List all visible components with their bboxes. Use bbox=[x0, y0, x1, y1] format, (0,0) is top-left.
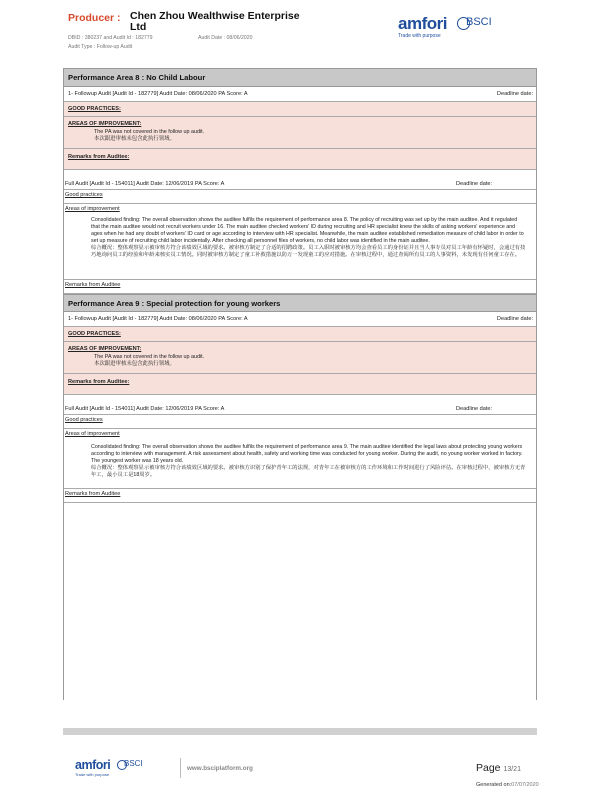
good-practices-plain-row bbox=[64, 415, 536, 429]
generated-on bbox=[476, 782, 539, 788]
areas-of-improvement-row bbox=[64, 342, 536, 374]
areas-heading: AREAS OF IMPROVEMENT: bbox=[68, 346, 142, 352]
good-practices-row bbox=[64, 327, 536, 342]
remarks-row bbox=[64, 149, 536, 170]
full-deadline-label: Deadline date: bbox=[456, 406, 493, 412]
footer-amfori-logo bbox=[75, 758, 175, 780]
spacer bbox=[64, 170, 536, 179]
finding-cn: 综合概况：整体观察显示被审核方符合该绩效区域的要求。被审核方制定了合适的招聘政策。员工入职时被审核方均会查看员工的身份证并且当人事专员对员工年龄有怀疑时，会通过有技巧地询问员工的经验和年龄来核实员工情况。同时被审核方制定了童工补救措施以防万一发现童工的应对措施。在审核过程中，通过查阅所有员工的人事资料，未发现有任何童工存在。 bbox=[91, 244, 526, 258]
page-label: Page bbox=[476, 762, 501, 774]
areas-plain-row bbox=[64, 204, 536, 280]
good-practices-heading: GOOD PRACTICES: bbox=[68, 331, 121, 337]
good-practices-plain: Good practices bbox=[65, 192, 103, 198]
remarks-plain-row bbox=[64, 489, 536, 503]
report-content bbox=[63, 68, 537, 700]
page-number bbox=[476, 762, 521, 774]
logo-tagline: Trade with purpose bbox=[75, 772, 110, 777]
good-practices-plain-row bbox=[64, 190, 536, 204]
performance-area-9 bbox=[64, 294, 536, 503]
remarks-heading: Remarks from Auditee: bbox=[68, 154, 130, 160]
amfori-bsci-logo bbox=[398, 14, 508, 40]
areas-plain-row bbox=[64, 429, 536, 489]
remarks-plain: Remarks from Auditee bbox=[65, 282, 121, 288]
spacer bbox=[64, 395, 536, 404]
generated-date: 07/07/2020 bbox=[511, 782, 539, 788]
areas-text-cn: 本次跟进审核未包含此执行领域。 bbox=[94, 136, 175, 142]
areas-text-en: The PA was not covered in the follow up audit. bbox=[94, 354, 205, 360]
deadline-label: Deadline date: bbox=[496, 91, 533, 97]
followup-audit-row bbox=[64, 87, 536, 102]
producer-name: Chen Zhou Wealthwise Enterprise Ltd bbox=[130, 10, 300, 33]
logo-wordmark: amfori bbox=[398, 14, 447, 33]
finding-en: Consolidated finding: The overall observation shows the auditee fulfils the requirement of performance area 9. The main auditee identified the legal laws about protecting young workers according to interview with management. A risk assessment about health, safety and working time was conducted for young worker. During the audit, no young worker worked in factory. The youngest worker was 18 years old. bbox=[91, 444, 523, 464]
full-audit-row bbox=[64, 179, 536, 190]
followup-audit-line: 1- Followup Audit [Audit Id - 182779] Audit Date: 08/06/2020 PA Score: A bbox=[68, 316, 248, 322]
logo-suffix: BSCI bbox=[124, 759, 143, 768]
page-total: 13/21 bbox=[503, 766, 521, 773]
logo-tagline: Trade with purpose bbox=[398, 33, 441, 39]
producer-label: Producer : bbox=[68, 12, 121, 24]
areas-plain-heading: Areas of improvement bbox=[65, 206, 120, 212]
remarks-row bbox=[64, 374, 536, 395]
full-audit-line: Full Audit [Audit Id - 154011] Audit Date: 12/06/2019 PA Score: A bbox=[65, 406, 225, 412]
performance-area-8 bbox=[64, 69, 536, 294]
remarks-plain-row bbox=[64, 280, 536, 294]
footer-band bbox=[63, 728, 537, 735]
logo-suffix: BSCI bbox=[466, 16, 492, 28]
audit-type-line: Audit Type : Follow-up Audit bbox=[68, 44, 133, 50]
remarks-plain: Remarks from Auditee bbox=[65, 491, 121, 497]
areas-heading: AREAS OF IMPROVEMENT: bbox=[68, 121, 142, 127]
areas-text-en: The PA was not covered in the follow up audit. bbox=[94, 129, 205, 135]
finding-en: Consolidated finding: The overall observation shows the auditee fulfils the requirement of performance area 8. The policy of recruiting was set up by the main auditee. And it regulated that the main auditee would not recruit workers under 16. The main auditee checked workers' ID during recruiting and HR specialist knew the skills of asking workers' experience and ages when he had any doubt of workers' ID card or age according to interview with HR specialist. Meanwhile, the main auditee established remediation measure of child labor in order to set up measure of recruiting child labor incidentally. After checking all personnel files of workers, no child labor was identified in the main auditee. bbox=[91, 217, 524, 244]
followup-audit-row bbox=[64, 312, 536, 327]
report-header bbox=[0, 0, 600, 60]
logo-wordmark: amfori bbox=[75, 758, 111, 772]
followup-audit-line: 1- Followup Audit [Audit Id - 182779] Audit Date: 08/06/2020 PA Score: A bbox=[68, 91, 248, 97]
pa-title: Performance Area 8 : No Child Labour bbox=[64, 69, 536, 87]
remarks-heading: Remarks from Auditee: bbox=[68, 379, 130, 385]
areas-of-improvement-row bbox=[64, 117, 536, 149]
dbid-line: DBID : 380237 and Audit Id : 182779 bbox=[68, 35, 153, 41]
audit-date-line: Audit Date : 08/06/2020 bbox=[198, 35, 253, 41]
deadline-label: Deadline date: bbox=[496, 316, 533, 322]
generated-label: Generated on: bbox=[476, 782, 512, 788]
full-audit-line: Full Audit [Audit Id - 154011] Audit Date: 12/06/2019 PA Score: A bbox=[65, 181, 225, 187]
footer-divider bbox=[180, 758, 181, 778]
full-audit-row bbox=[64, 404, 536, 415]
platform-url[interactable]: www.bsciplatform.org bbox=[187, 765, 253, 772]
finding-cn: 综合概况：整体观察显示被审核方符合该绩效区域的要求。被审核方识别了保护青年工的法规，对青年工在被审核方的工作环境和工作时间进行了风险评估。在审核过程中，被审核方无青年工，最小员工是18周岁。 bbox=[91, 464, 526, 478]
good-practices-heading: GOOD PRACTICES: bbox=[68, 106, 121, 112]
pa-title: Performance Area 9 : Special protection for young workers bbox=[64, 294, 536, 312]
good-practices-plain: Good practices bbox=[65, 417, 103, 423]
full-deadline-label: Deadline date: bbox=[456, 181, 493, 187]
good-practices-row bbox=[64, 102, 536, 117]
areas-plain-heading: Areas of improvement bbox=[65, 431, 120, 437]
areas-text-cn: 本次跟进审核未包含此执行领域。 bbox=[94, 361, 175, 367]
